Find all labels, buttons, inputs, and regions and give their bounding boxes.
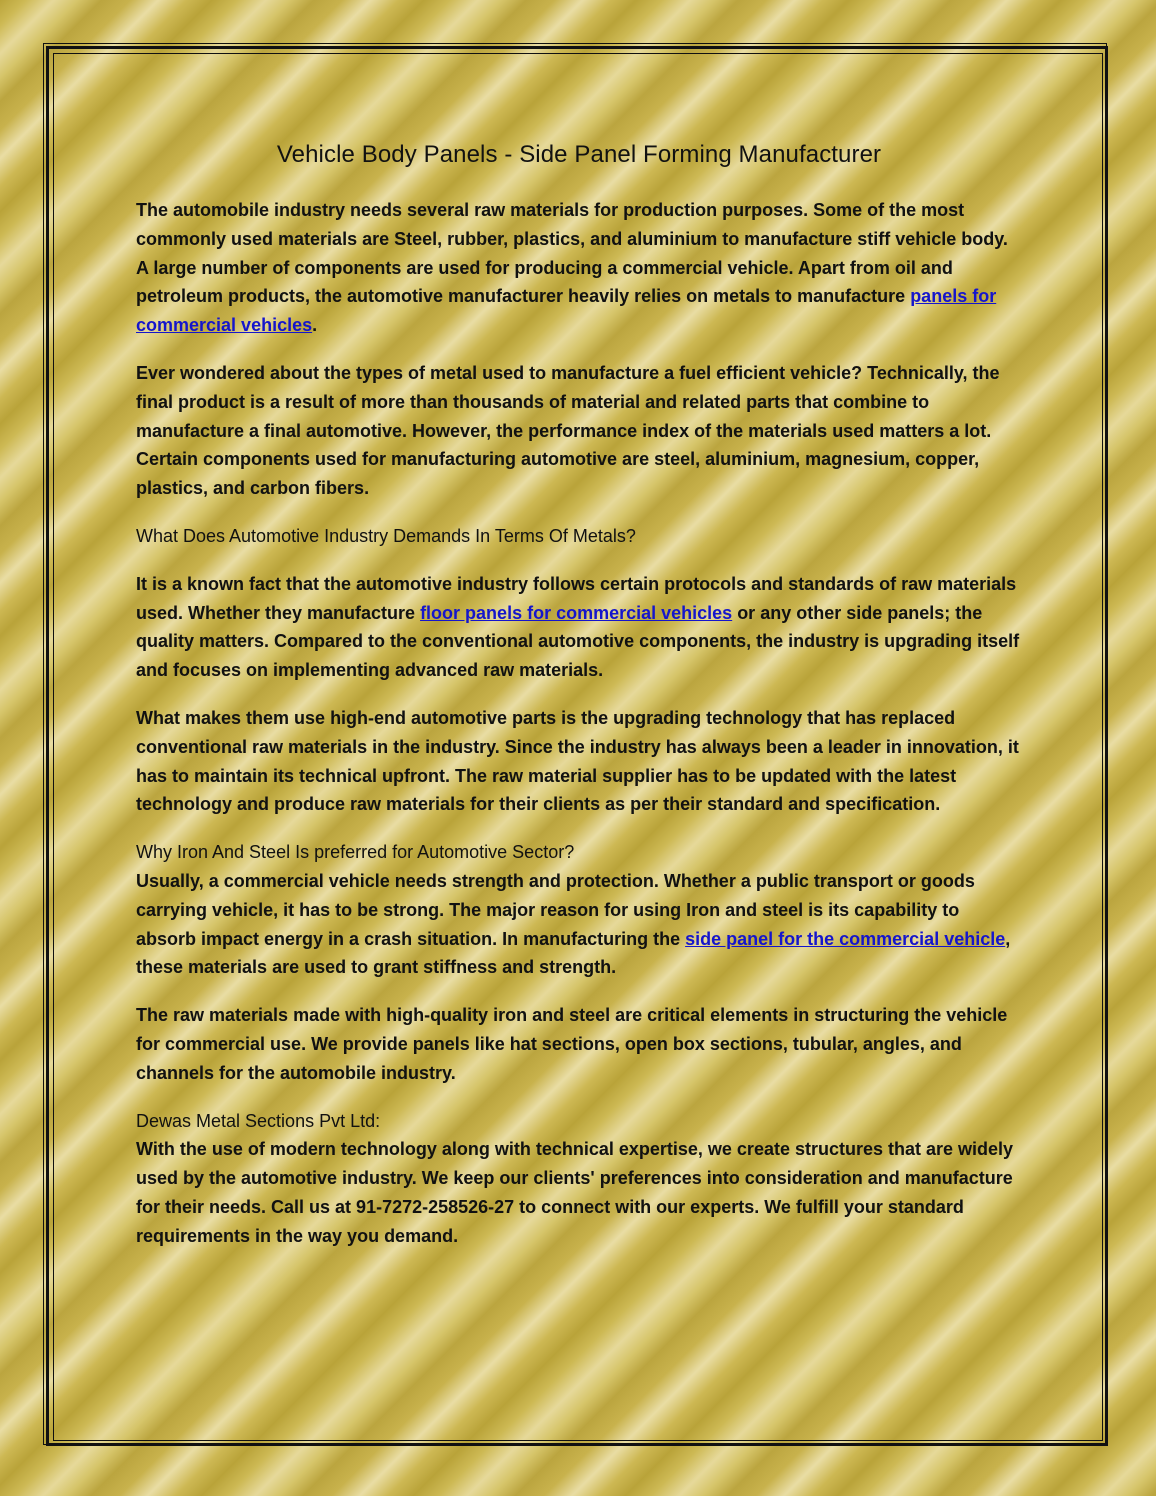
document-body [136,138,1022,1270]
paragraph-metals: Ever wondered about the types of metal used to manufacture a fuel efficient vehicle? Technically, the final product is a result of more than thousands of material and related parts that combine to manufacture a final automotive. However, the performance index of the materials used matters a lot. Certain components used for manufacturing automotive are steel, aluminium, magnesium, copper, plastics, and carbon fibers. [136,362,1000,499]
link-floor-panels[interactable]: floor panels for commercial vehicles [420,602,733,623]
section-heading-company: Dewas Metal Sections Pvt Ltd: [136,1110,381,1131]
paragraph-standards-end: or any other side panels; the quality matters. Compared to the conventional automotive components, the industry is upgrading itself and focuses on implementing advanced raw materials. [136,602,1020,681]
paragraph-standards-text: It is a known fact that the automotive industry follows certain protocols and standards of raw materials used. Whether they manufacture [136,573,1017,623]
section-heading-demands: What Does Automotive Industry Demands In Terms Of Metals? [136,525,636,546]
paragraph-technology: What makes them use high-end automotive parts is the upgrading technology that has replaced conventional raw materials in the industry. Since the industry has always been a leader in innovation, it has to maintain its technical upfront. The raw material supplier has to be updated with the latest technology and produce raw materials for their clients as per their standard and specification. [136,707,1019,815]
paragraph-company [136,1107,1022,1251]
paragraph-standards [136,570,1022,685]
section-heading-iron-steel: Why Iron And Steel Is preferred for Automotive Sector? [136,842,575,863]
paragraph-intro [136,196,1022,340]
paragraph-intro-text: The automobile industry needs several raw materials for production purposes. Some of the most commonly used materials are Steel, rubber, plastics, and aluminium to manufacture stiff vehicle body. A large number of components are used for producing a commercial vehicle. Apart from oil and petroleum products, the automotive manufacturer heavily relies on metals to manufacture [136,200,1008,307]
paragraph-iron-steel [136,838,1022,982]
paragraph-iron-steel-text: Usually, a commercial vehicle needs strength and protection. Whether a public transport or goods carrying vehicle, it has to be strong. The major reason for using Iron and steel is its capability to absorb impact energy in a crash situation. In manufacturing the [136,870,975,949]
page-title: Vehicle Body Panels - Side Panel Forming Manufacturer [276,141,882,168]
link-side-panel[interactable]: side panel for the commercial vehicle [685,928,1006,949]
paragraph-raw-materials: The raw materials made with high-quality iron and steel are critical elements in structuring the vehicle for commercial use. We provide panels like hat sections, open box sections, tubular, angles, and channels for the automobile industry. [136,1005,1008,1083]
paragraph-intro-end: . [312,315,318,336]
paragraph-company-text: With the use of modern technology along with technical expertise, we create structures that are widely used by the automotive industry. We keep our clients' preferences into consideration and manufacture for their needs. Call us at 91-7272-258526-27 to connect with our experts. We fulfill your standard requirements in the way you demand. [136,1139,1014,1246]
link-panels-for-commercial-vehicles[interactable]: panels for commercial vehicles [136,286,997,336]
paragraph-iron-steel-end: , these materials are used to grant stiffness and strength. [136,928,1011,978]
